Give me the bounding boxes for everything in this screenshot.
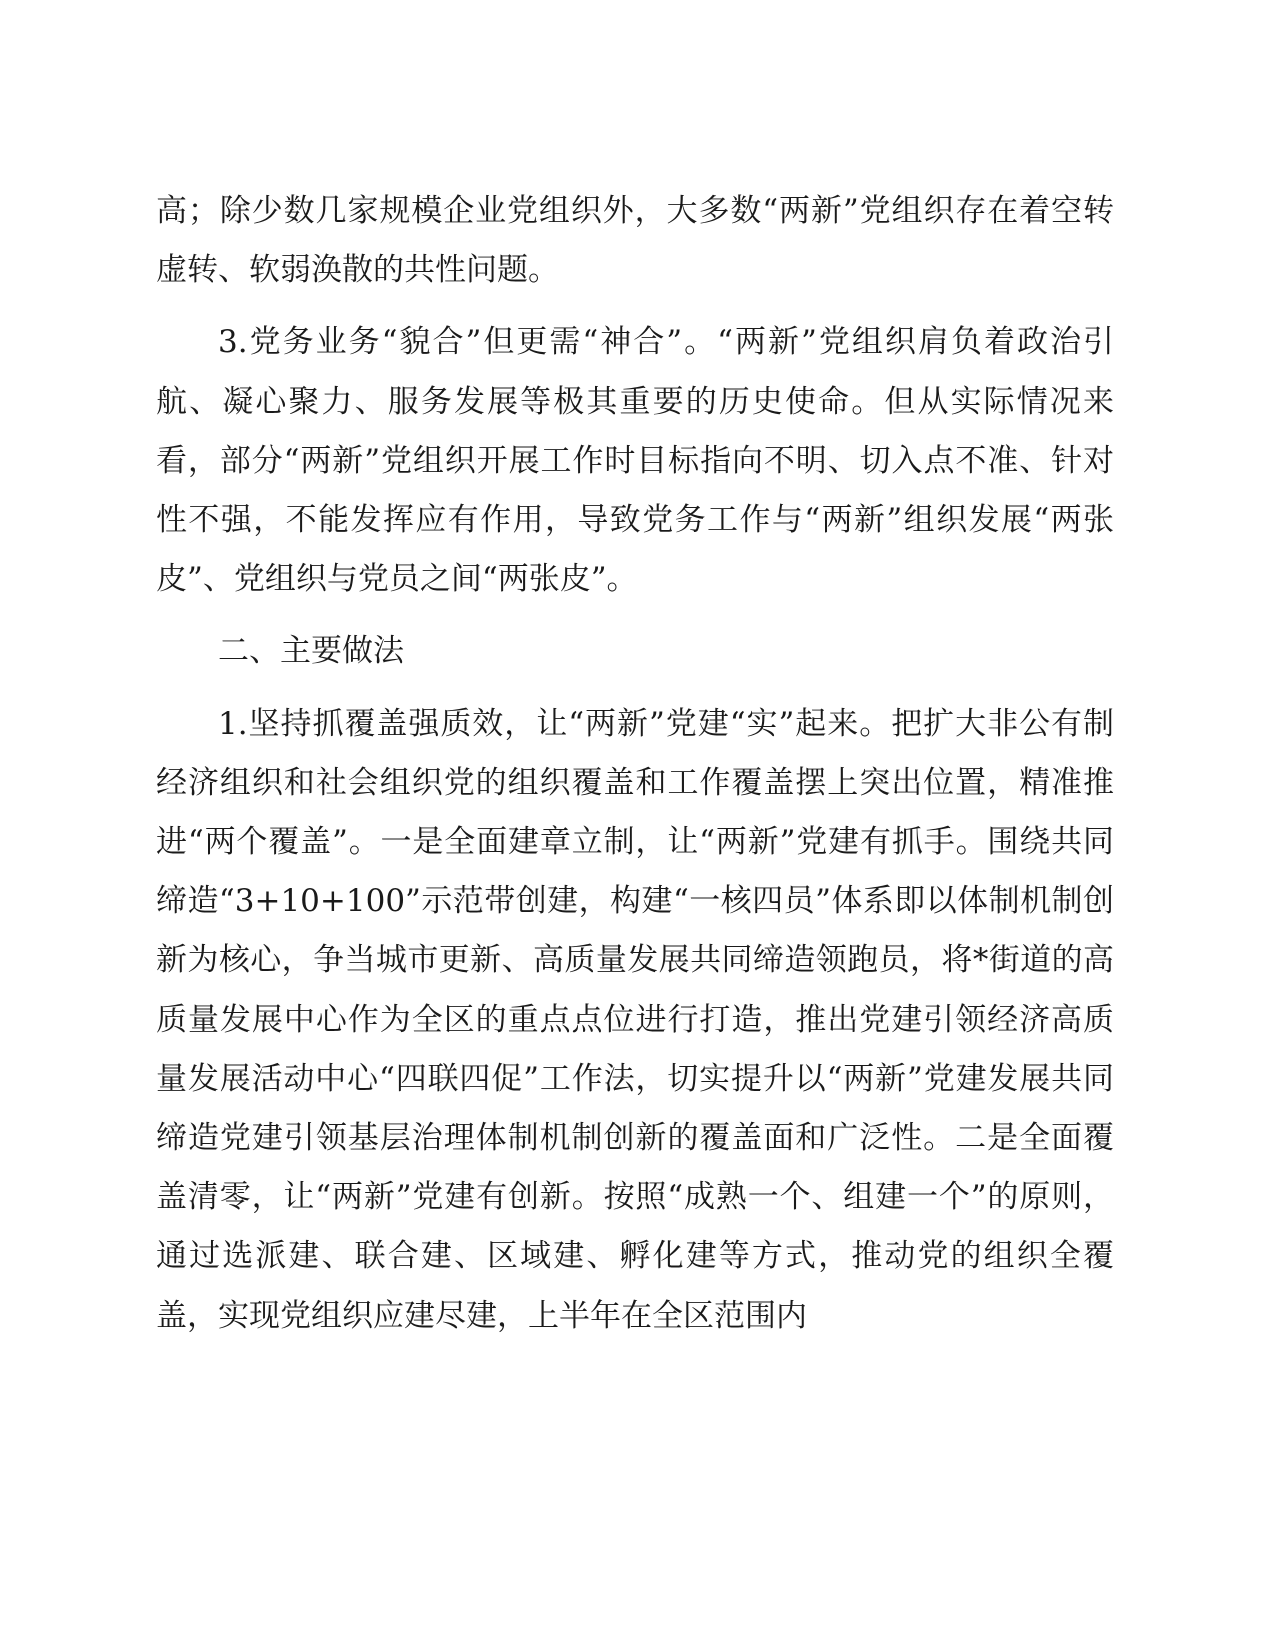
document-body [156,182,1114,1359]
section-heading-main-practices: 二、主要做法 [218,633,404,670]
paragraph-continuation: 高；除少数几家规模企业党组织外，大多数“两新”党组织存在着空转虚转、软弱涣散的共性问题。 [156,193,1114,289]
paragraph-item-1: 1.坚持抓覆盖强质效，让“两新”党建“实”起来。把扩大非公有制经济组织和社会组织党的组织覆盖和工作覆盖摆上突出位置，精准推进“两个覆盖”。一是全面建章立制，让“两新”党建有抓手。围绕共同缔造“3+10+100”示范带创建，构建“一核四员”体系即以体制机制创新为核心，争当城市更新、高质量发展共同缔造领跑员，将*街道的高质量发展中心作为全区的重点点位进行打造，推出党建引领经济高质量发展活动中心“四联四促”工作法，切实提升以“两新”党建发展共同缔造党建引领基层治理体制机制创新的覆盖面和广泛性。二是全面覆盖清零，让“两新”党建有创新。按照“成熟一个、组建一个”的原则，通过选派建、联合建、区域建、孵化建等方式，推动党的组织全覆盖，实现党组织应建尽建，上半年在全区范围内 [156,705,1114,1334]
paragraph-item-3: 3.党务业务“貌合”但更需“神合”。“两新”党组织肩负着政治引航、凝心聚力、服务发展等极其重要的历史使命。但从实际情况来看，部分“两新”党组织开展工作时目标指向不明、切入点不准、针对性不强，不能发挥应有作用，导致党务工作与“两新”组织发展“两张皮”、党组织与党员之间“两张皮”。 [156,324,1114,598]
